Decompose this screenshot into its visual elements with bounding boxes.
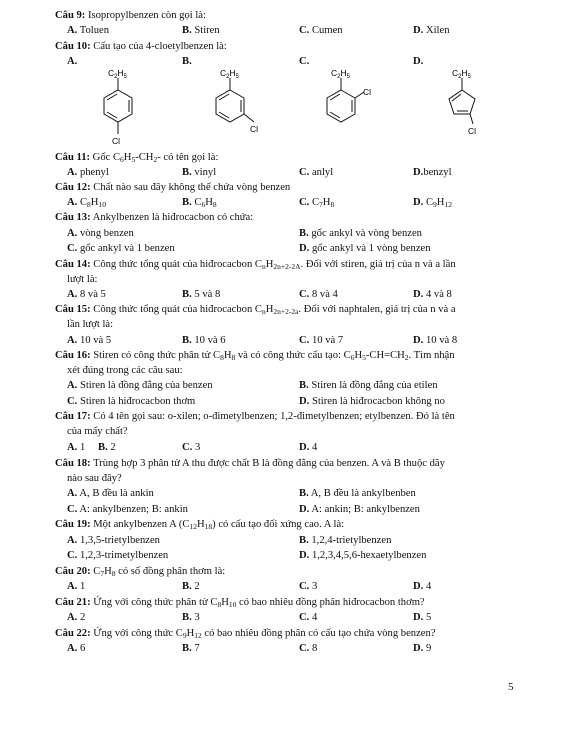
option-c: C. <box>299 56 310 67</box>
option-c: C. 10 và 7 <box>299 335 344 346</box>
option-a: A. 1 <box>67 581 86 592</box>
option-d: D. <box>413 56 424 67</box>
option-d: D.benzyl <box>413 167 452 178</box>
question-16: Câu 16: Stiren có công thức phân tử $C_8H_8$ và có công thức cấu tạo: $C_6H_5-CH=CH_2$. Tìm nhận <box>55 350 455 362</box>
option-c: C. Cumen <box>299 25 343 36</box>
question-14: Câu 14: Công thức tổng quát của hiđrocacbon $C_nH_{2n+2-2A}$. Đối với stiren, giá trị của n và a lần <box>55 259 456 271</box>
option-c: C. gốc ankyl và 1 benzen <box>67 243 175 254</box>
option-a: A. phenyl <box>67 167 109 178</box>
option-b: B. gốc ankyl và vòng benzen <box>299 228 422 239</box>
question-15-cont: lần lượt là: <box>67 319 114 330</box>
option-a: A. A, B đều là ankin <box>67 488 154 499</box>
option-d: D. 4 <box>299 442 318 453</box>
option-c: C. A: ankylbenzen; B: ankin <box>67 504 188 515</box>
option-b: B. 1,2,4-trietylbenzen <box>299 535 392 546</box>
question-17: Câu 17: Có 4 tên gọi sau: o-xilen; o-đimetylbenzen; 1,2-đimetylbenzen; etylbenzen. Đó là tên <box>55 411 455 422</box>
question-16-options-row1 <box>0 380 571 394</box>
option-a: A. <box>67 56 78 67</box>
option-b: B. Stiren là đồng đẳng của etilen <box>299 380 438 391</box>
option-b: B. Stiren <box>182 25 220 36</box>
option-b: B. 2 <box>182 581 200 592</box>
option-d: D. 4 <box>413 581 432 592</box>
question-18: Câu 18: Trùng hợp 3 phân tử A thu được chất B là đồng đẳng của benzen. A và B thuộc dãy <box>55 458 445 469</box>
question-11: Câu 11: Gốc $C_6H_5-CH_2-$ có tên gọi là: <box>55 152 219 164</box>
question-16-cont: xét đúng trong các câu sau: <box>67 365 183 376</box>
option-a: A. 1 <box>67 442 86 453</box>
halogen-label: Cl <box>112 136 121 146</box>
structure-d-cyclopentadienyl <box>435 66 495 152</box>
substituent-label: C2H5 <box>220 68 239 80</box>
question-14-cont: lượt là: <box>67 274 98 285</box>
option-a: A. vòng benzen <box>67 228 134 239</box>
question-17-options <box>0 442 571 456</box>
option-a: A. 10 và 5 <box>67 335 112 346</box>
question-13: Câu 13: Ankylbenzen là hiđrocacbon có chứa: <box>55 212 254 223</box>
option-c: C. 8 và 4 <box>299 289 338 300</box>
question-18-options-row2 <box>0 504 571 518</box>
question-20-options <box>0 581 571 595</box>
substituent-label: C2H5 <box>452 68 471 80</box>
option-d: D. 4 và 8 <box>413 289 452 300</box>
option-c: C. 4 <box>299 612 318 623</box>
halogen-label: Cl <box>363 87 372 97</box>
question-19-options-row2 <box>0 550 571 564</box>
halogen-label: Cl <box>250 124 259 134</box>
question-9-options <box>0 25 571 39</box>
option-c: C. $C_7H_8$ <box>299 197 335 209</box>
question-15: Câu 15: Công thức tổng quát của hiđrocacbon $C_nH_{2n+2-2a}$. Đối với naphtalen, giá trị của n và a <box>55 304 456 316</box>
structure-a-para-chloroethylbenzene <box>90 66 150 152</box>
option-d: D. 1,2,3,4,5,6-hexaetylbenzen <box>299 550 427 561</box>
option-a: A. Stiren là đồng đẳng của benzen <box>67 380 213 391</box>
option-a: A. 1,3,5-trietylbenzen <box>67 535 160 546</box>
question-21: Câu 21: Ứng với công thức phân tử $C_8H_{10}$ có bao nhiêu đồng phân hiđrocacbon thơm? <box>55 597 425 609</box>
substituent-label: C2H5 <box>108 68 127 80</box>
option-a: A. Toluen <box>67 25 110 36</box>
question-13-options-row2 <box>0 243 571 257</box>
question-17-cont: của mấy chất? <box>67 426 128 437</box>
option-b: B. 10 và 6 <box>182 335 226 346</box>
substituent-label: C2H5 <box>331 68 350 80</box>
option-a: A. $C_8H_{10}$ <box>67 197 106 209</box>
option-c: C. anlyl <box>299 167 334 178</box>
question-12-options <box>0 197 571 211</box>
option-b: B. <box>182 56 192 67</box>
structure-c-ortho-chloroethylbenzene <box>318 66 378 152</box>
question-18-options-row1 <box>0 488 571 502</box>
option-a: A. 6 <box>67 643 86 654</box>
halogen-label: Cl <box>468 126 477 136</box>
option-d: D. Xilen <box>413 25 450 36</box>
option-c: C. 8 <box>299 643 318 654</box>
question-20: Câu 20: $C_7H_8$ có số đồng phân thơm là: <box>55 566 226 578</box>
option-c: C. 3 <box>182 442 201 453</box>
option-d: D. $C_9H_{12}$ <box>413 197 452 209</box>
option-c: C. Stiren là hiđrocacbon thơm <box>67 396 196 407</box>
question-10: Câu 10: Cấu tạo của 4-cloetylbenzen là: <box>55 41 227 52</box>
question-11-options <box>0 167 571 181</box>
option-b: B. 3 <box>182 612 200 623</box>
question-9-stem: Câu 9: Isopropylbenzen còn gọi là: <box>55 10 206 21</box>
structure-b-meta-chloroethylbenzene <box>210 66 270 152</box>
option-c: C. 3 <box>299 581 318 592</box>
question-18-cont: nào sau đây? <box>67 473 122 484</box>
question-9 <box>0 10 571 24</box>
option-b: B. vinyl <box>182 167 217 178</box>
question-16-options-row2 <box>0 396 571 410</box>
option-d: D. Stiren là hiđrocacbon không no <box>299 396 445 407</box>
question-19-options-row1 <box>0 535 571 549</box>
option-a: A. 8 và 5 <box>67 289 106 300</box>
question-15-options <box>0 335 571 349</box>
question-14-options <box>0 289 571 303</box>
option-d: D. 10 và 8 <box>413 335 458 346</box>
option-d: D. A: ankin; B: ankylbenzen <box>299 504 420 515</box>
question-13-options-row1 <box>0 228 571 242</box>
option-c: C. 1,2,3-trimetylbenzen <box>67 550 169 561</box>
question-19: Câu 19: Một ankylbenzen A $(C_{12}H_{18})$ có cấu tạo đối xứng cao. A là: <box>55 519 345 531</box>
page-number: 5 <box>508 681 514 693</box>
question-21-options <box>0 612 571 626</box>
option-b: B. 5 và 8 <box>182 289 221 300</box>
option-b: B. 7 <box>182 643 200 654</box>
option-d: D. 5 <box>413 612 432 623</box>
option-d: D. 9 <box>413 643 432 654</box>
option-b: B. 2 <box>98 442 116 453</box>
option-a: A. 2 <box>67 612 86 623</box>
question-22: Câu 22: Ứng với công thức $C_9H_{12}$ có bao nhiêu đồng phân có cấu tạo chứa vòng benzen? <box>55 628 436 640</box>
question-12: Câu 12: Chất nào sau đây không thể chứa vòng benzen <box>55 182 291 193</box>
question-22-options <box>0 643 571 657</box>
option-d: D. gốc ankyl và 1 vòng benzen <box>299 243 431 254</box>
option-b: B. $C_6H_8$ <box>182 197 217 209</box>
option-b: B. A, B đều là ankylbenben <box>299 488 416 499</box>
